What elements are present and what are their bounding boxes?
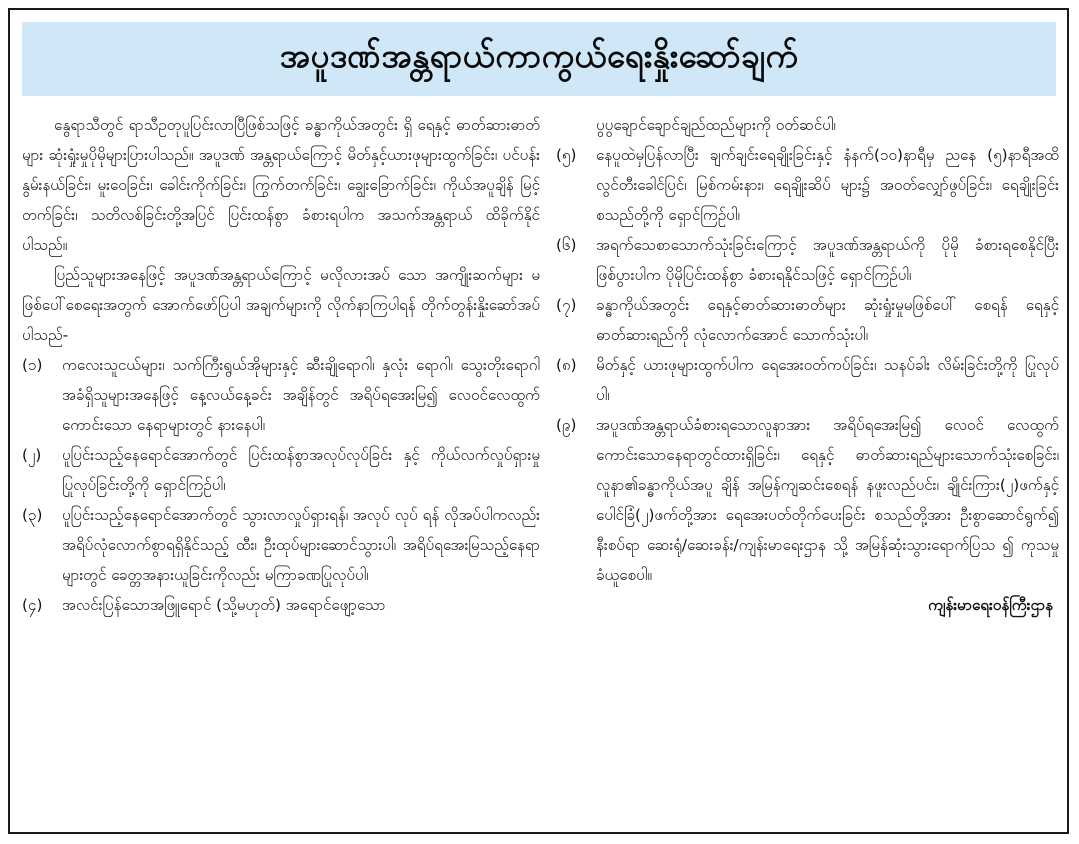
item-text: အလင်းပြန်သောအဖြူရောင် (သို့မဟုတ်) အရောင်ဖျော့သော (62, 596, 386, 614)
item-number: (၁) (22, 356, 43, 374)
item-number: (၄) (22, 596, 43, 614)
item-text: ပူပြင်းသည့်နေရောင်အောက်တွင် သွားလာလှုပ်ရှားရန်၊ အလုပ် လုပ် ရန် လိုအပ်ပါကလည်း အရိပ်လုံလောက်စွာရရှိနိုင်သည့် ထီး၊ ဦးထုပ်များဆောင်သွားပါ၊ အရိပ်ရအေးမြသည့်နေရာများတွင် ခေတ္တအနားယူခြင်းကိုလည်း မကြာခဏပြုလုပ်ပါ၊ (62, 506, 540, 584)
advice-item-7 (556, 290, 1059, 350)
right-column (556, 110, 1059, 620)
advice-item-3 (22, 500, 540, 590)
item-number: (၇) (556, 296, 577, 314)
advice-item-9 (556, 410, 1059, 590)
advice-item-1 (22, 350, 540, 440)
notice-title-banner (22, 22, 1056, 96)
item-number: (၈) (556, 356, 577, 374)
item-text: နေပူထဲမှပြန်လာပြီး ချက်ချင်းရေချိုးခြင်းနှင့် နံနက်(၁၀)နာရီမှ ညနေ (၅)နာရီအထိ လွင်တီးခေါင်ပြင်၊ မြစ်ကမ်းနား၊ ရေချိုးဆိပ် များ၌ အဝတ်လျှော်ဖွပ်ခြင်း၊ ရေချိုးခြင်း စသည်တို့ကို ရှောင်ကြဉ်ပါ၊ (596, 146, 1059, 224)
item-text: ကလေးသူငယ်များ၊ သက်ကြီးရွယ်အိုများနှင့် ဆီးချိုရောဂါ၊ နှလုံး ရောဂါ၊ သွေးတိုးရောဂါအခံရှိသူများအနေဖြင့် နေ့လယ်နေ့ခင်း အချိန်တွင် အရိပ်ရအေးမြ၍ လေဝင်လေထွက်ကောင်းသော နေရာများတွင် နားနေပါ၊ (62, 356, 540, 434)
left-column (22, 110, 540, 620)
item-number: (၂) (22, 446, 42, 464)
call-to-action-paragraph: ပြည်သူများအနေဖြင့် အပူဒဏ်အန္တရာယ်ကြောင့် မလိုလားအပ် သော အကျိုးဆက်များ မဖြစ်ပေါ်စေရေးအတွက် အောက်ဖော်ပြပါ အချက်များကို လိုက်နာကြပါရန် တိုက်တွန်းနှိုးဆော်အပ်ပါသည်- (22, 266, 540, 344)
advice-item-2 (22, 440, 540, 500)
item-number: (၉) (556, 416, 577, 434)
item-text: ပူပြင်းသည့်နေရောင်အောက်တွင် ပြင်းထန်စွာအလုပ်လုပ်ခြင်း နှင့် ကိုယ်လက်လှုပ်ရှားမှုပြုလုပ်ခြင်းတို့ကို ရှောင်ကြဉ်ပါ၊ (62, 446, 540, 494)
item-text: မိတ်နှင့် ယားဖုများထွက်ပါက ရေအေးဝတ်ကပ်ခြင်း၊ သနပ်ခါး လိမ်းခြင်းတို့ကို ပြုလုပ်ပါ၊ (596, 356, 1059, 404)
item-number: (၃) (22, 506, 43, 524)
advice-item-5 (556, 140, 1059, 230)
item-text: အပူဒဏ်အန္တရာယ်ခံစားရသောလူနာအား အရိပ်ရအေးမြ၍ လေဝင် လေထွက်ကောင်းသောနေရာတွင်ထားရှိခြင်း၊ ရေနှင့် ဓာတ်ဆားရည်များသောက်သုံးစေခြင်း၊ လူနာ၏ခန္ဓာကိုယ်အပူ ချိန် အမြန်ကျဆင်းစေရန် နဖူးလည်ပင်း၊ ချိုင်းကြား(၂)ဖက်နှင့် ပေါင်ခြံ(၂)ဖက်တို့အား ရေအေးပတ်တိုက်ပေးခြင်း စသည်တို့အား ဦးစွာဆောင်ရွက်၍ နီးစပ်ရာ ဆေးရုံ/ဆေးခန်း/ကျန်းမာရေးဌာန သို့ အမြန်ဆုံးသွားရောက်ပြသ ၍ ကုသမှုခံယူစေပါ။ (596, 416, 1059, 584)
notice-title: အပူဒဏ်အန္တရာယ်ကာကွယ်ရေးနှိုးဆော်ချက် (279, 35, 799, 75)
advice-item-8 (556, 350, 1059, 410)
issuer-signature: ကျန်းမာရေးဝန်ကြီးဌာန (928, 596, 1053, 614)
item-text: ခန္ဓာကိုယ်အတွင်း ရေနှင့်ဓာတ်ဆားဓာတ်များ ဆုံးရှုံးမှုမဖြစ်ပေါ် စေရန် ရေနှင့်ဓာတ်ဆားရည်ကို လုံလောက်အောင် သောက်သုံးပါ၊ (596, 296, 1059, 344)
item-number: (၅) (556, 146, 577, 164)
item-text: အရက်သေစာသောက်သုံးခြင်းကြောင့် အပူဒဏ်အန္တရာယ်ကို ပိုမို ခံစားရစေနိုင်ပြီးဖြစ်ပွားပါက ပိုမိုပြင်းထန်စွာ ခံစားရနိုင်သဖြင့် ရှောင်ကြဉ်ပါ၊ (596, 236, 1059, 284)
item-number: (၆) (556, 236, 577, 254)
advice-item-4-continuation: ပွပွချောင်ချောင်ချည်ထည်များကို ဝတ်ဆင်ပါ၊ (596, 116, 836, 134)
intro-paragraph: နွေရာသီတွင် ရာသီဥတုပူပြင်းလာပြီဖြစ်သဖြင့် ခန္ဓာကိုယ်အတွင်း ရှိ ရေနှင့် ဓာတ်ဆားဓာတ်များ ဆုံးရှုံးမှုပိုမိုများပြားပါသည်။ အပူဒဏ် အန္တရာယ်ကြောင့် မိတ်နှင့်ယားဖုများထွက်ခြင်း၊ ပင်ပန်းနွမ်းနယ်ခြင်း၊ မူးဝေခြင်း၊ ခေါင်းကိုက်ခြင်း၊ ကြွက်တက်ခြင်း၊ ချွေးခြောက်ခြင်း၊ ကိုယ်အပူချိန် မြင့်တက်ခြင်း၊ သတိလစ်ခြင်းတို့အပြင် ပြင်းထန်စွာ ခံစားရပါက အသက်အန္တရာယ် ထိခိုက်နိုင်ပါသည်။ (22, 116, 540, 254)
advice-item-6 (556, 230, 1059, 290)
advice-item-4 (22, 590, 540, 620)
